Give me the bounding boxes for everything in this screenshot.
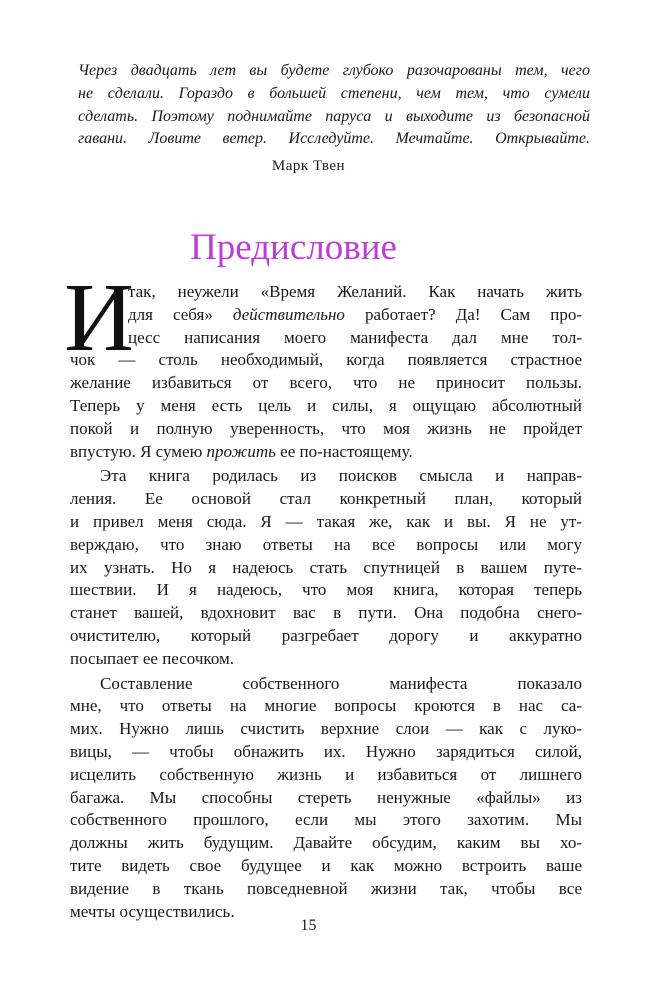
- emphasis: прожить: [206, 441, 276, 461]
- paragraph-line: и привел меня сюда. Я — такая же, как и вы. Я не ут-: [70, 511, 582, 531]
- paragraph-line: тите видеть свое будущее и как можно встроить ваше: [70, 855, 582, 875]
- paragraph-line: собственного прошлого, если мы этого захотим. Мы: [70, 810, 582, 830]
- page-number: 15: [300, 917, 317, 934]
- paragraph-line: желание избавиться от всего, что не приносит пользы.: [70, 373, 582, 393]
- paragraph-line: должны жить будущим. Давайте обсудим, каким вы хо-: [70, 833, 582, 853]
- epigraph-line: гавани. Ловите ветер. Исследуйте. Мечтайте. Открывайте.: [78, 130, 590, 148]
- paragraph-line: для себя» действительно работает? Да! Сам про-: [128, 304, 582, 324]
- paragraph-line: посыпает ее песочком.: [70, 648, 234, 668]
- paragraph-line: цесс написания моего манифеста дал мне тол-: [128, 327, 582, 347]
- paragraph-line: ления. Ее основой стал конкретный план, который: [70, 489, 582, 509]
- paragraph-line: станет вашей, вдохновит вас в пути. Она подобна снего-: [70, 603, 582, 623]
- paragraph-line: мих. Нужно лишь счистить верхние слои — как с луко-: [70, 719, 582, 739]
- paragraph-line: Эта книга родилась из поисков смысла и направ-: [100, 466, 582, 486]
- paragraph-line: мечты осуществились.: [70, 901, 235, 921]
- paragraph-line: их узнать. Но я надеюсь стать спутницей в вашем путе-: [70, 557, 582, 577]
- paragraph-line: мне, что ответы на многие вопросы кроются в нас са-: [70, 696, 582, 716]
- epigraph: [78, 60, 590, 151]
- paragraph-line: Теперь у меня есть цель и силы, я ощущаю абсолютный: [70, 395, 582, 415]
- paragraph-line: вицы, — чтобы обнажить их. Нужно зарядиться силой,: [70, 741, 582, 761]
- paragraph-line: Составление собственного манифеста показало: [100, 673, 582, 693]
- drop-cap: И: [64, 264, 135, 371]
- epigraph-author: Марк Твен: [271, 158, 346, 174]
- paragraph-line: шествии. И я надеюсь, что моя книга, которая теперь: [70, 580, 582, 600]
- paragraph-line: исцелить собственную жизнь и избавиться от лишнего: [70, 764, 582, 784]
- paragraph-line: чок — столь необходимый, когда появляется страстное: [70, 350, 582, 370]
- epigraph-line: Через двадцать лет вы будете глубоко разочарованы тем, чего: [78, 62, 590, 79]
- paragraph-line: багажа. Мы способны стереть ненужные «файлы» из: [70, 787, 582, 807]
- chapter-body: [64, 264, 582, 923]
- epigraph-line: не сделали. Гораздо в большей степени, чем тем, что сумели: [78, 84, 590, 102]
- paragraph-line: верждаю, что знаю ответы на все вопросы или могу: [70, 534, 582, 554]
- paragraph-line: так, неужели «Время Желаний. Как начать жить: [128, 282, 582, 301]
- paragraph-line: видение в ткань повседневной жизни так, чтобы все: [70, 878, 582, 898]
- paragraph-line: покой и полную уверенность, что моя жизнь не пройдет: [70, 418, 582, 438]
- chapter-title: Предисловие: [190, 227, 397, 268]
- emphasis: действительно: [232, 304, 345, 324]
- paragraph-line: очистителю, который разгребает дорогу и аккуратно: [70, 625, 582, 645]
- epigraph-line: сделать. Поэтому поднимайте парусa и выходите из безопасной: [78, 107, 590, 125]
- paragraph-line: впустую. Я сумею прожить ее по-настоящему.: [70, 441, 413, 461]
